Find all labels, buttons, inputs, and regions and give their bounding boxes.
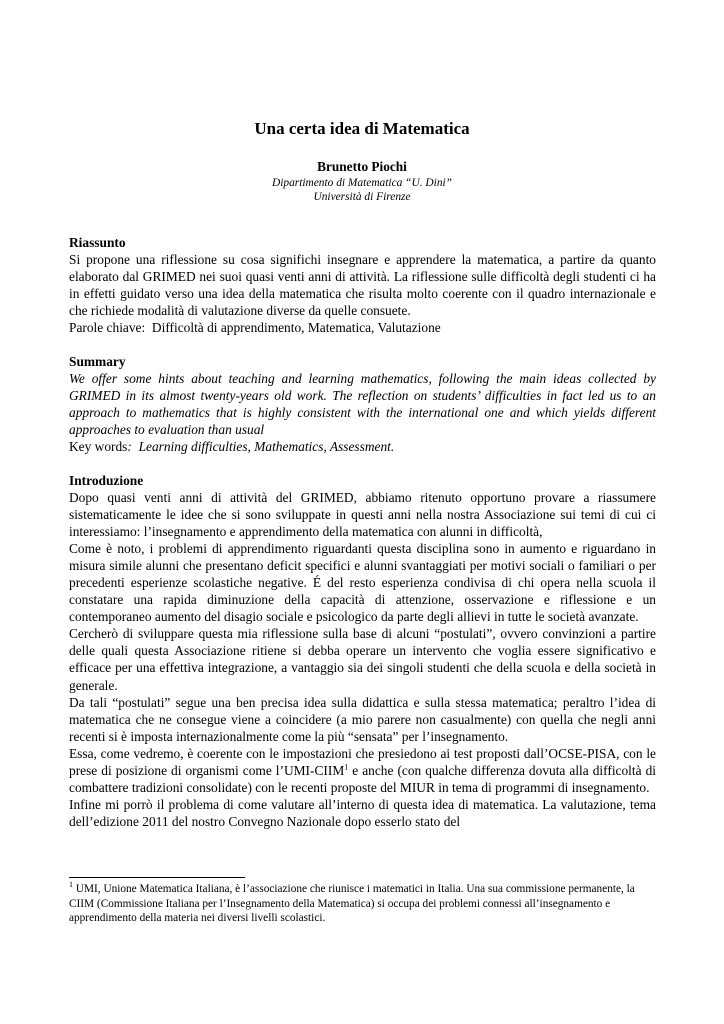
affiliation-department: Dipartimento di Matematica “U. Dini” — [271, 177, 453, 189]
summary-heading: Summary — [69, 354, 126, 369]
intro-paragraph-4: Da tali “postulati” segue una ben precisa idea sulla didattica e sulla stessa matematica; peraltro l’idea di matematica che ne consegue viene a coincidere (a mio parere non casualmente) con quella che negli anni recenti si è imposta internazionalmente come la più “sensata” per l’insegnamento. — [69, 694, 656, 744]
introduction-heading: Introduzione — [69, 473, 144, 488]
author-name: Brunetto Piochi — [317, 159, 407, 174]
riassunto-text: Si propone una riflessione su cosa significhi insegnare e apprendere la matematica, a partire da quanto elaborato dal GRIMED nei suoi quasi venti anni di attività. La riflessione sulle difficoltà degli studenti ci ha in effetti guidato verso una idea della matematica che risulta molto coerente con il quadro internazionale e che richiede modalità di valutazione diverse da quelle consuete. — [69, 252, 656, 319]
intro-paragraph-5b: e anche (con qualche differenza dovuta alla difficoltà di combattere tradizioni consolidate) con le recenti proposte del MIUR in tema di programmi di insegnamento. — [69, 762, 656, 795]
affiliation-university: Università di Firenze — [313, 191, 411, 203]
riassunto-heading: Riassunto — [69, 235, 126, 250]
footnote-separator — [69, 877, 245, 878]
keywords-values: Difficoltà di apprendimento, Matematica, Valutazione — [151, 320, 441, 336]
footnote-reference[interactable]: 1 — [344, 762, 349, 772]
footnote — [69, 882, 656, 926]
footnote-marker: 1 — [69, 880, 73, 890]
paper-title: Una certa idea di Matematica — [254, 119, 470, 138]
introduction-section — [69, 472, 656, 830]
keywords-values: Learning difficulties, Mathematics, Assessment. — [138, 439, 395, 455]
intro-paragraph-3: Cercherò di sviluppare questa mia riflessione sulla base di alcuni “postulati”, ovvero convinzioni a partire delle quali questa Associazione ritiene si debba operare un intervento che voglia essere significativo e efficace per una effettiva integrazione, a vantaggio sia dei singoli studenti che della scuola e della società in generale. — [69, 626, 656, 693]
summary-text: We offer some hints about teaching and learning mathematics, following the main ideas collected by GRIMED in its almost twenty-years old work. The reflection on students’ difficulties in fact led us to an approach to mathematics that is highly consistent with the international one and which yields different approaches to evaluation than usual — [69, 371, 656, 438]
summary-section — [69, 353, 656, 455]
keywords-label: Key words — [69, 439, 128, 455]
keywords-label: Parole chiave: — [69, 320, 146, 336]
intro-paragraph-2: Come è noto, i problemi di apprendimento riguardanti questa disciplina sono in aumento e riguardano in misura simile alunni che presentano deficit specifici e alunni svantaggiati per motivi sociali o familiari o per precedenti esperienze scolastiche negative. É del resto esperienza condivisa di chi opera nella scuola il constatare una rapida diminuzione della capacità di attenzione, osservazione e riflessione e un contemporaneo aumento del disagio sociale e psicologico da parte degli allievi in tutte le società avanzate. — [69, 541, 656, 625]
summary-keywords — [69, 438, 656, 455]
keywords-colon: : — [127, 439, 132, 455]
riassunto-section — [69, 234, 656, 336]
riassunto-keywords — [69, 319, 656, 336]
intro-paragraph-5a: Essa, come vedremo, è coerente con le impostazioni che presiedono ai test proposti dall’OCSE-PISA, con le prese di posizione di organismi come l’UMI-CIIM — [69, 745, 656, 778]
intro-paragraph-6: Infine mi porrò il problema di come valutare all’interno di questa idea di matematica. La valutazione, tema dell’edizione 2011 del nostro Convegno Nazionale dopo esserlo stato del — [69, 796, 656, 829]
footnote-text: UMI, Unione Matematica Italiana, è l’associazione che riunisce i matematici in Italia. Una sua commissione permanente, la CIIM (Commissione Italiana per l’Insegnamento della Matematica) si occupa dei problemi connessi all’insegnamento e apprendimento della materia nei diversi livelli scolastici. — [69, 883, 635, 925]
intro-paragraph-1: Dopo quasi venti anni di attività del GRIMED, abbiamo ritenuto opportuno provare a riassumere sistematicamente le idee che si sono sviluppate in questi anni nella nostra Associazione sui temi di cui ci interessiamo: l’insegnamento e apprendimento della matematica con alunni in difficoltà, — [69, 490, 656, 540]
intro-paragraph-5 — [69, 745, 656, 796]
